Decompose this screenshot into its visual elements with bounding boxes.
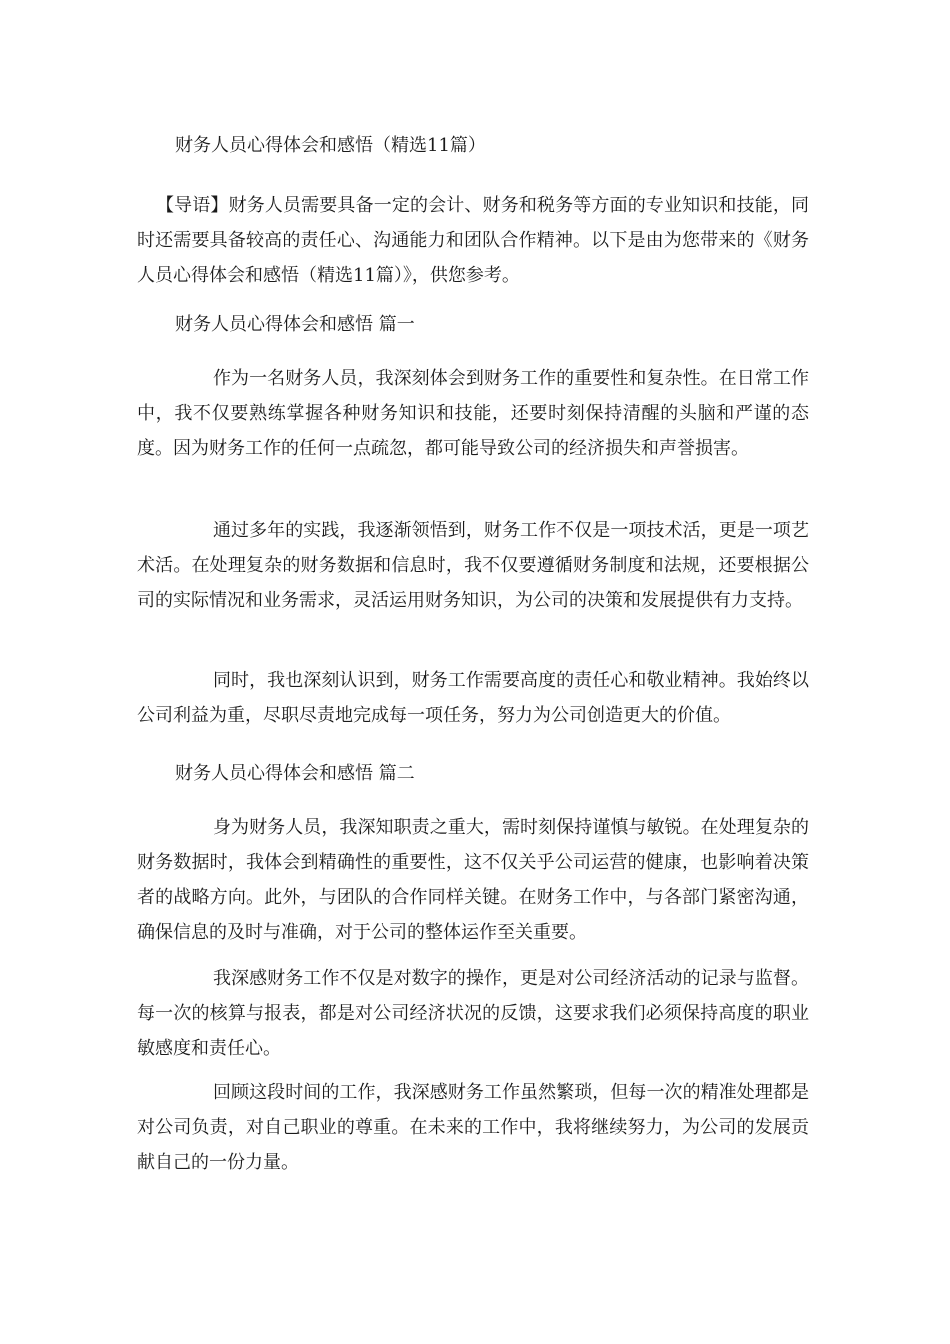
section-1-paragraph-2: 通过多年的实践，我逐渐领悟到，财务工作不仅是一项技术活，更是一项艺术活。在处理复杂的财务数据和信息时，我不仅要遵循财务制度和法规，还要根据公司的实际情况和业务需求，灵活运用财务知识，为公司的决策和发展提供有力支持。 (137, 520, 809, 611)
section-1-heading: 财务人员心得体会和感悟 篇一 (175, 314, 415, 335)
document-title: 财务人员心得体会和感悟（精选11篇） (175, 135, 486, 156)
section-1-paragraph-1: 作为一名财务人员，我深刻体会到财务工作的重要性和复杂性。在日常工作中，我不仅要熟练掌握各种财务知识和技能，还要时刻保持清醒的头脑和严谨的态度。因为财务工作的任何一点疏忽，都可能导致公司的经济损失和声誉损害。 (137, 368, 809, 459)
section-2-heading: 财务人员心得体会和感悟 篇二 (175, 763, 415, 784)
section-2-paragraph-2: 我深感财务工作不仅是对数字的操作，更是对公司经济活动的记录与监督。每一次的核算与报表，都是对公司经济状况的反馈，这要求我们必须保持高度的职业敏感度和责任心。 (137, 968, 809, 1059)
section-2-paragraph-1: 身为财务人员，我深知职责之重大，需时刻保持谨慎与敏锐。在处理复杂的财务数据时，我体会到精确性的重要性，这不仅关乎公司运营的健康，也影响着决策者的战略方向。此外，与团队的合作同样关键。在财务工作中，与各部门紧密沟通，确保信息的及时与准确，对于公司的整体运作至关重要。 (137, 817, 809, 943)
intro-paragraph: 【导语】财务人员需要具备一定的会计、财务和税务等方面的专业知识和技能，同时还需要具备较高的责任心、沟通能力和团队合作精神。以下是由为您带来的《财务人员心得体会和感悟（精选11篇）》，供您参考。 (137, 195, 809, 286)
section-1-paragraph-3: 同时，我也深刻认识到，财务工作需要高度的责任心和敬业精神。我始终以公司利益为重，尽职尽责地完成每一项任务，努力为公司创造更大的价值。 (137, 670, 809, 726)
section-2-paragraph-3: 回顾这段时间的工作，我深感财务工作虽然繁琐，但每一次的精准处理都是对公司负责，对自己职业的尊重。在未来的工作中，我将继续努力，为公司的发展贡献自己的一份力量。 (137, 1082, 809, 1173)
